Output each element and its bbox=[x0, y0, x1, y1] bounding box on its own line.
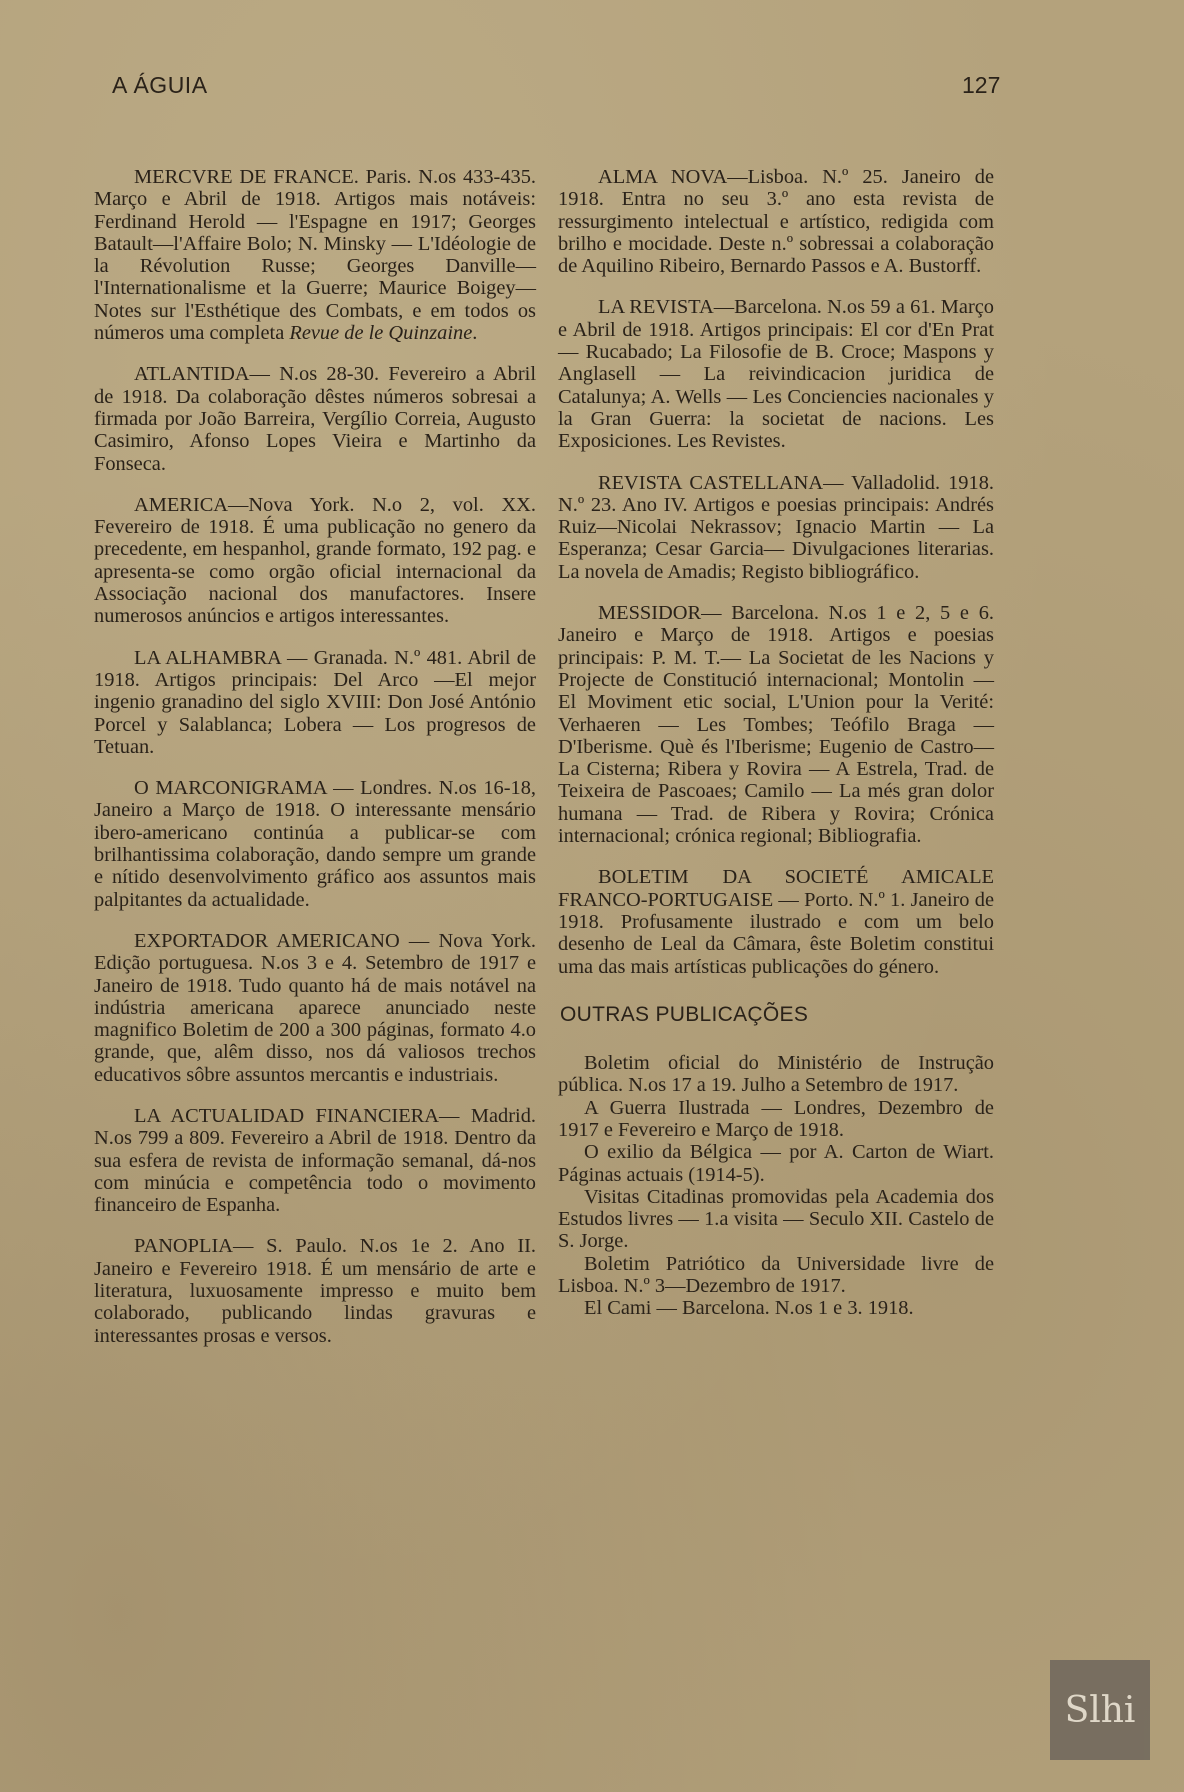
entry-title: BOLETIM DA SOCIETÉ AMICALE FRANCO-PORTUGAISE bbox=[558, 866, 994, 911]
review-entry bbox=[558, 472, 994, 583]
entry-text: — Valladolid. 1918. N.º 23. Ano IV. Artigos e poesias principais: Andrés Ruiz—Nicolai Nekrassov; Ignacio Martin — La Esperanza; Cesar Garcia— Divulgaciones literarias. La novela de Amadis; Registo bibliográfico. bbox=[558, 471, 994, 583]
review-entry bbox=[94, 166, 536, 344]
right-column bbox=[558, 166, 994, 1320]
review-entry bbox=[94, 494, 536, 628]
review-entry bbox=[94, 1105, 536, 1216]
entry-tail: . bbox=[472, 322, 478, 345]
publication-item: Boletim Patriótico da Universidade livre de Lisboa. N.º 3—Dezembro de 1917. bbox=[558, 1252, 994, 1298]
entry-title: AMERICA bbox=[134, 493, 229, 516]
publication-item: Visitas Citadinas promovidas pela Academia dos Estudos livres — 1.a visita — Seculo XII. Castelo de S. Jorge. bbox=[558, 1185, 994, 1253]
entry-title: PANOPLIA bbox=[134, 1235, 233, 1258]
review-entry bbox=[558, 866, 994, 977]
entry-text: — Nova York. Edição portuguesa. N.os 3 e 4. Setembro de 1917 e Janeiro de 1918. Tudo quanto há de mais notável na indústria americana aparece anunciado neste magnifico Boletim de 200 a 300 páginas, formato 4.o grande, que, alêm disso, nos dá valiosos trechos educativos sôbre assuntos mercantis e industriais. bbox=[94, 929, 537, 1086]
entry-title: MESSIDOR bbox=[598, 602, 702, 625]
entry-text: —Nova York. N.o 2, vol. XX. Fevereiro de 1918. É uma publicação no genero da precedente, em hespanhol, grande formato, 192 pag. e apresenta-se como orgão oficial internacional da Associação nacional dos manufactores. Insere numerosos anúncios e artigos interessantes. bbox=[94, 493, 536, 628]
entry-italic: Revue de le Quinzaine bbox=[289, 322, 473, 345]
publication-item: A Guerra Ilustrada — Londres, Dezembro de 1917 e Fevereiro e Março de 1918. bbox=[558, 1096, 994, 1141]
entry-text: Paris. N.os 433-435. Março e Abril de 1918. Artigos mais notáveis: Ferdinand Herold — l'Espagne en 1917; Georges Batault—l'Affaire Bolo; N. Minsky — L'Idéologie de la Révolution Russe; Georges Danville—l'Internationalisme et la Guerre; Maurice Boigey—Notes sur l'Esthétique des Combats, e em todos os números uma completa bbox=[94, 166, 537, 345]
entry-text: — Barcelona. N.os 1 e 2, 5 e 6. Janeiro e Março de 1918. Artigos e poesias principais: P. M. T.— La Societat de les Nacions y Projecte de Constitució internacional; Montolin — El Moviment etic social, L'Union pour la Verité: Verhaeren — Les Tombes; Teófilo Braga —D'Iberisme. Què és l'Iberisme; Eugenio de Castro—La Cisterna; Ribera y Rovira — A Estrela, Trad. de Teixeira de Pascoaes; Camilo — La més gran dolor humana — Trad. de Ribera y Rovira; Crónica internacional; crónica regional; Bibliografia. bbox=[558, 602, 994, 848]
entry-text: — Londres. N.os 16-18, Janeiro a Março de 1918. O interessante mensário ibero-americano continúa a publicar-se com brilhantissima colaboração, dando sempre um grande e nítido desenvolvimento gráfico aos assuntos mais palpitantes da actualidade. bbox=[94, 777, 537, 911]
review-entry bbox=[94, 1235, 536, 1346]
entry-title: REVISTA CASTELLANA bbox=[598, 471, 824, 494]
publication-item: El Cami — Barcelona. N.os 1 e 3. 1918. bbox=[584, 1297, 914, 1320]
review-entry bbox=[558, 296, 994, 452]
entry-title: EXPORTADOR AMERICANO bbox=[134, 929, 400, 952]
publication-item: Boletim oficial do Ministério de Instrução pública. N.os 17 a 19. Julho a Setembro de 1917. bbox=[558, 1052, 994, 1097]
left-column bbox=[94, 166, 536, 1366]
entry-title: MERCVRE DE FRANCE. bbox=[134, 166, 359, 188]
entry-text: —Barcelona. N.os 59 a 61. Março e Abril de 1918. Artigos principais: El cor d'En Prat — Rucabado; La Filosofie de B. Croce; Maspons y Anglasell — La reivindicacion juridica de Catalunya; A. Wells — Les Conciencies nacionales y la Gran Guerra: la societat de nacions. Les Exposiciones. Les Revistes. bbox=[558, 296, 994, 453]
page-number: 127 bbox=[962, 72, 1001, 98]
entry-text: —Lisboa. N.º 25. Janeiro de 1918. Entra no seu 3.º ano esta revista de ressurgimento intelectual e artístico, redigida com brilho e mocidade. Deste n.º sobressai a colaboração de Aquilino Ribeiro, Bernardo Passos e A. Bustorff. bbox=[558, 166, 995, 278]
publication-item: O exilio da Bélgica — por A. Carton de Wiart. Páginas actuais (1914-5). bbox=[558, 1141, 994, 1186]
entry-title: ATLANTIDA bbox=[134, 363, 250, 386]
library-watermark-logo: Slhi bbox=[1050, 1660, 1150, 1760]
review-entry bbox=[558, 166, 994, 277]
page-header bbox=[0, 0, 1184, 120]
entry-text: — S. Paulo. N.os 1e 2. Ano II. Janeiro e Fevereiro 1918. É um mensário de arte e literatura, luxuosamente impresso e muito bem colaborado, publicando lindas gravuras e interessantes prosas e versos. bbox=[94, 1235, 536, 1347]
running-title: A ÁGUIA bbox=[112, 72, 208, 98]
entry-text: — Madrid. N.os 799 a 809. Fevereiro a Abril de 1918. Dentro da sua esfera de revista de informação semanal, dá-nos com minúcia e competência todo o movimento financeiro de Espanha. bbox=[94, 1104, 536, 1217]
review-entry bbox=[94, 363, 536, 474]
review-entry bbox=[558, 602, 994, 847]
entry-title: LA REVISTA bbox=[598, 296, 714, 319]
entry-title: LA ALHAMBRA bbox=[134, 646, 281, 669]
review-entry bbox=[94, 930, 536, 1086]
entry-title: LA ACTUALIDAD FINANCIERA bbox=[134, 1104, 439, 1127]
review-entry bbox=[94, 647, 536, 758]
section-heading: OUTRAS PUBLICAÇÕES bbox=[560, 1002, 809, 1026]
entry-title: ALMA NOVA bbox=[598, 166, 728, 188]
review-entry bbox=[94, 777, 536, 911]
entry-text: — N.os 28-30. Fevereiro a Abril de 1918. Da colaboração dêstes números sobresai a firmada por João Barreira, Vergílio Correia, Augusto Casimiro, Afonso Lopes Vieira e Martinho da Fonseca. bbox=[94, 363, 536, 475]
entry-text: — Porto. N.º 1. Janeiro de 1918. Profusamente ilustrado e com um belo desenho de Leal da Câmara, êste Boletim constitui uma das mais artísticas publicações do género. bbox=[558, 888, 994, 978]
entry-text: — Granada. N.º 481. Abril de 1918. Artigos principais: Del Arco —El mejor ingenio granadino del siglo XVIII: Don José António Porcel y Salablanca; Lobera — Los progresos de Tetuan. bbox=[94, 646, 537, 758]
entry-title: O MARCONIGRAMA bbox=[134, 777, 327, 800]
